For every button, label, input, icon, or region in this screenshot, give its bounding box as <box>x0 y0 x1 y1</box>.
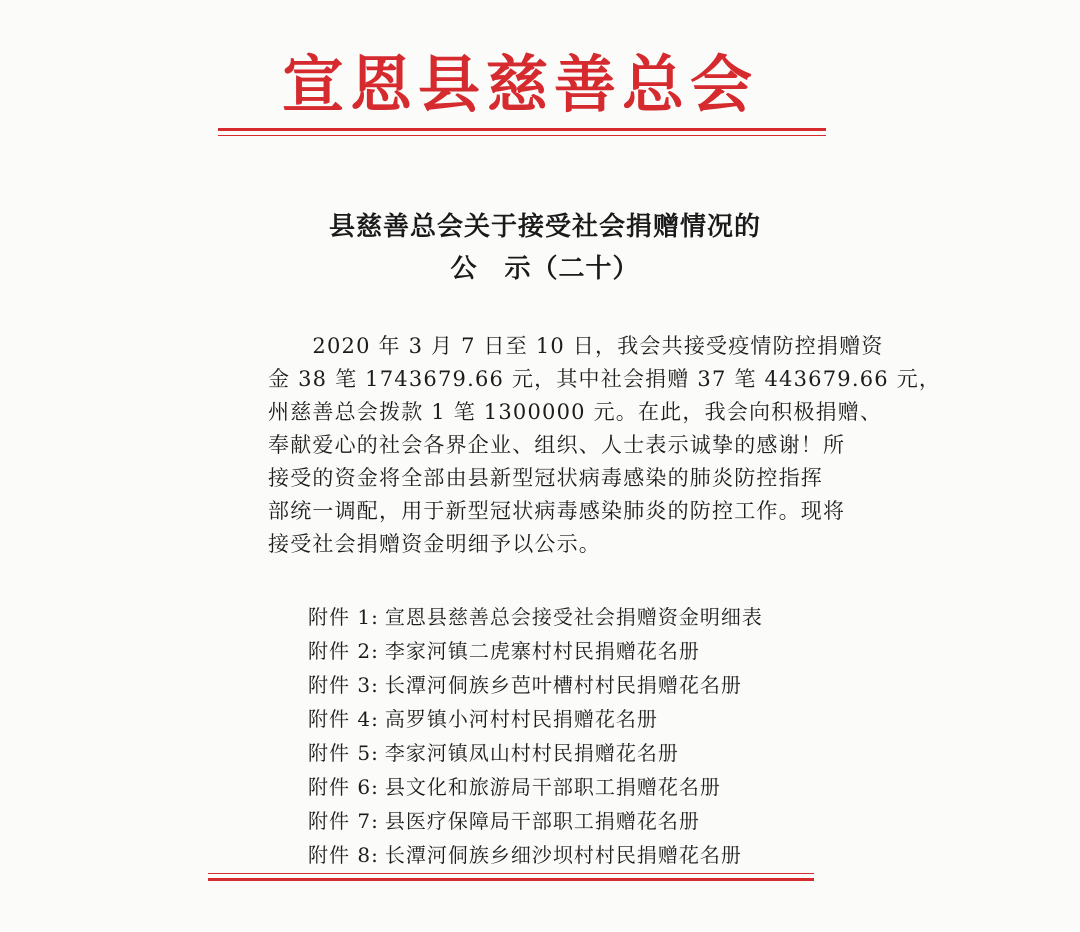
notice-title-line1: 县慈善总会关于接受社会捐赠情况的 <box>328 212 761 242</box>
body-line: 接受的资金将全部由县新型冠状病毒感染的肺炎防控指挥 <box>268 466 823 490</box>
attachment-label: 附件 2: <box>308 639 379 663</box>
attachment-item <box>308 600 808 634</box>
body-line: 2020 年 3 月 7 日至 10 日，我会共接受疫情防控捐赠资 <box>268 334 884 358</box>
attachment-label: 附件 1: <box>308 605 379 629</box>
footer-rule-thin <box>208 873 814 874</box>
notice-title-line2: 公 示（二十） <box>450 254 640 284</box>
attachment-text: 长潭河侗族乡芭叶槽村村民捐赠花名册 <box>384 673 742 697</box>
attachment-label: 附件 7: <box>308 809 379 833</box>
attachment-text: 李家河镇凤山村村民捐赠花名册 <box>384 741 679 765</box>
attachment-item <box>308 736 808 770</box>
attachment-item <box>308 770 808 804</box>
attachment-item <box>308 668 808 702</box>
attachment-text: 县文化和旅游局干部职工捐赠花名册 <box>384 775 721 799</box>
body-line: 奉献爱心的社会各界企业、组织、人士表示诚挚的感谢！所 <box>268 433 846 457</box>
attachment-label: 附件 5: <box>308 741 379 765</box>
attachment-label: 附件 3: <box>308 673 379 697</box>
attachment-item <box>308 838 808 872</box>
letterhead-org-name: 宣恩县慈善总会 <box>281 48 758 121</box>
body-line: 金 38 笔 1743679.66 元，其中社会捐赠 37 笔 443679.66 元， <box>268 367 942 391</box>
attachment-text: 高罗镇小河村村民捐赠花名册 <box>384 707 658 731</box>
attachment-text: 县医疗保障局干部职工捐赠花名册 <box>384 809 700 833</box>
attachment-item <box>308 702 808 736</box>
attachment-list <box>308 600 808 872</box>
footer-rule-thick <box>208 878 814 881</box>
attachment-text: 李家河镇二虎寨村村民捐赠花名册 <box>384 639 700 663</box>
letterhead-rule-thin <box>218 135 826 136</box>
body-line: 州慈善总会拨款 1 笔 1300000 元。在此，我会向积极捐赠、 <box>268 400 883 424</box>
attachment-label: 附件 8: <box>308 843 379 867</box>
body-line: 接受社会捐赠资金明细予以公示。 <box>268 532 601 556</box>
attachment-item <box>308 804 808 838</box>
letterhead-rule-thick <box>218 128 826 131</box>
attachment-label: 附件 4: <box>308 707 379 731</box>
attachment-text: 宣恩县慈善总会接受社会捐赠资金明细表 <box>384 605 763 629</box>
attachment-label: 附件 6: <box>308 775 379 799</box>
attachment-item <box>308 634 808 668</box>
body-line: 部统一调配，用于新型冠状病毒感染肺炎的防控工作。现将 <box>268 499 846 523</box>
notice-body <box>268 330 942 561</box>
attachment-text: 长潭河侗族乡细沙坝村村民捐赠花名册 <box>384 843 742 867</box>
